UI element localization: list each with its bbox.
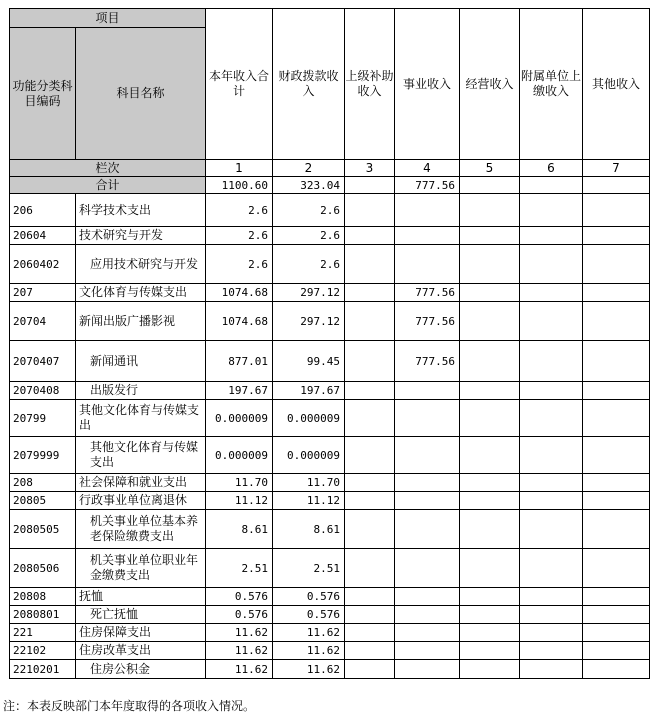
total-value: 323.04 xyxy=(273,177,345,194)
col-number: 4 xyxy=(395,160,460,177)
value-cell xyxy=(583,660,650,679)
col-number: 6 xyxy=(520,160,583,177)
func-code-cell: 2070408 xyxy=(10,382,76,400)
value-cell xyxy=(460,194,520,227)
value-cell xyxy=(460,549,520,588)
value-cell xyxy=(520,245,583,284)
subject-name-cell: 住房保障支出 xyxy=(76,624,206,642)
value-cell xyxy=(395,624,460,642)
value-cell xyxy=(583,341,650,382)
value-cell: 2.6 xyxy=(273,227,345,245)
col-header-operating: 经营收入 xyxy=(460,9,520,160)
value-cell xyxy=(583,245,650,284)
value-cell xyxy=(583,302,650,341)
value-cell: 11.62 xyxy=(206,642,273,660)
func-code-cell: 2080506 xyxy=(10,549,76,588)
value-cell xyxy=(345,302,395,341)
column-index-row xyxy=(10,160,650,177)
value-cell xyxy=(460,227,520,245)
value-cell: 197.67 xyxy=(206,382,273,400)
value-cell: 11.62 xyxy=(273,642,345,660)
value-cell xyxy=(395,549,460,588)
value-cell xyxy=(520,400,583,437)
value-cell xyxy=(395,660,460,679)
table-row xyxy=(10,549,650,588)
value-cell xyxy=(345,474,395,492)
value-cell xyxy=(395,606,460,624)
value-cell xyxy=(345,341,395,382)
value-cell: 11.62 xyxy=(206,660,273,679)
func-code-cell: 22102 xyxy=(10,642,76,660)
subject-name-cell: 机关事业单位职业年金缴费支出 xyxy=(76,549,206,588)
value-cell xyxy=(395,245,460,284)
func-code-cell: 2210201 xyxy=(10,660,76,679)
value-cell xyxy=(520,642,583,660)
value-cell xyxy=(345,245,395,284)
subject-name-cell: 出版发行 xyxy=(76,382,206,400)
subject-name-cell: 文化体育与传媒支出 xyxy=(76,284,206,302)
value-cell xyxy=(460,474,520,492)
value-cell: 0.576 xyxy=(206,588,273,606)
value-cell xyxy=(520,284,583,302)
value-cell: 1074.68 xyxy=(206,302,273,341)
value-cell xyxy=(345,227,395,245)
subject-name-cell: 行政事业单位离退休 xyxy=(76,492,206,510)
value-cell: 2.51 xyxy=(206,549,273,588)
func-code-cell: 2080505 xyxy=(10,510,76,549)
value-cell xyxy=(583,227,650,245)
table-row xyxy=(10,302,650,341)
subject-name-cell: 新闻出版广播影视 xyxy=(76,302,206,341)
value-cell xyxy=(460,400,520,437)
table-row xyxy=(10,194,650,227)
value-cell: 11.62 xyxy=(273,660,345,679)
value-cell xyxy=(583,284,650,302)
func-code-cell: 206 xyxy=(10,194,76,227)
value-cell xyxy=(460,437,520,474)
value-cell xyxy=(520,549,583,588)
subject-name-cell: 机关事业单位基本养老保险缴费支出 xyxy=(76,510,206,549)
func-code-cell: 221 xyxy=(10,624,76,642)
table-row xyxy=(10,660,650,679)
subject-name-cell: 住房公积金 xyxy=(76,660,206,679)
value-cell xyxy=(520,660,583,679)
value-cell xyxy=(520,437,583,474)
total-value: 1100.60 xyxy=(206,177,273,194)
value-cell xyxy=(520,492,583,510)
value-cell xyxy=(395,437,460,474)
value-cell: 0.000009 xyxy=(273,437,345,474)
value-cell xyxy=(345,437,395,474)
value-cell xyxy=(460,341,520,382)
value-cell xyxy=(345,624,395,642)
value-cell: 0.576 xyxy=(206,606,273,624)
col-number: 2 xyxy=(273,160,345,177)
value-cell xyxy=(460,492,520,510)
table-row xyxy=(10,437,650,474)
func-code-cell: 20799 xyxy=(10,400,76,437)
value-cell xyxy=(583,606,650,624)
value-cell xyxy=(345,606,395,624)
total-value xyxy=(583,177,650,194)
value-cell xyxy=(520,382,583,400)
subject-name-cell: 其他文化体育与传媒支出 xyxy=(76,437,206,474)
func-code-cell: 20808 xyxy=(10,588,76,606)
value-cell xyxy=(583,474,650,492)
value-cell xyxy=(345,549,395,588)
value-cell xyxy=(583,624,650,642)
project-header: 项目 xyxy=(10,9,206,28)
subject-name-cell: 应用技术研究与开发 xyxy=(76,245,206,284)
value-cell xyxy=(520,302,583,341)
value-cell xyxy=(583,382,650,400)
value-cell xyxy=(345,400,395,437)
value-cell xyxy=(520,510,583,549)
value-cell: 2.51 xyxy=(273,549,345,588)
total-row xyxy=(10,177,650,194)
table-row xyxy=(10,227,650,245)
table-row xyxy=(10,474,650,492)
value-cell: 11.62 xyxy=(273,624,345,642)
table-row xyxy=(10,284,650,302)
total-value xyxy=(460,177,520,194)
value-cell xyxy=(583,492,650,510)
table-row xyxy=(10,400,650,437)
value-cell xyxy=(460,660,520,679)
value-cell xyxy=(583,642,650,660)
subject-name-cell: 住房改革支出 xyxy=(76,642,206,660)
value-cell xyxy=(395,642,460,660)
value-cell: 8.61 xyxy=(273,510,345,549)
col-number: 5 xyxy=(460,160,520,177)
table-row xyxy=(10,492,650,510)
value-cell xyxy=(583,549,650,588)
value-cell xyxy=(345,382,395,400)
table-row xyxy=(10,382,650,400)
table-row xyxy=(10,624,650,642)
value-cell: 0.000009 xyxy=(206,400,273,437)
value-cell xyxy=(395,492,460,510)
value-cell: 777.56 xyxy=(395,341,460,382)
subject-name-cell: 社会保障和就业支出 xyxy=(76,474,206,492)
value-cell xyxy=(345,492,395,510)
value-cell xyxy=(520,194,583,227)
func-code-cell: 20805 xyxy=(10,492,76,510)
value-cell xyxy=(460,588,520,606)
value-cell xyxy=(345,588,395,606)
col-index-label: 栏次 xyxy=(10,160,206,177)
value-cell xyxy=(583,588,650,606)
col-header-fiscal: 财政拨款收入 xyxy=(273,9,345,160)
value-cell xyxy=(583,194,650,227)
value-cell xyxy=(345,510,395,549)
value-cell: 11.62 xyxy=(206,624,273,642)
table-row xyxy=(10,606,650,624)
value-cell: 11.12 xyxy=(273,492,345,510)
table-row xyxy=(10,341,650,382)
value-cell xyxy=(345,284,395,302)
table-row xyxy=(10,588,650,606)
subject-name-cell: 科学技术支出 xyxy=(76,194,206,227)
func-code-cell: 2079999 xyxy=(10,437,76,474)
value-cell: 11.12 xyxy=(206,492,273,510)
value-cell xyxy=(395,510,460,549)
value-cell: 8.61 xyxy=(206,510,273,549)
value-cell: 0.576 xyxy=(273,588,345,606)
value-cell xyxy=(460,624,520,642)
value-cell xyxy=(460,382,520,400)
value-cell xyxy=(345,194,395,227)
func-code-cell: 2070407 xyxy=(10,341,76,382)
value-cell xyxy=(460,642,520,660)
col-number: 1 xyxy=(206,160,273,177)
total-label: 合计 xyxy=(10,177,206,194)
value-cell xyxy=(583,400,650,437)
col-header-other: 其他收入 xyxy=(583,9,650,160)
value-cell xyxy=(345,642,395,660)
col-number: 7 xyxy=(583,160,650,177)
table-row xyxy=(10,245,650,284)
value-cell xyxy=(520,227,583,245)
value-cell: 297.12 xyxy=(273,302,345,341)
value-cell xyxy=(460,510,520,549)
func-code-cell: 20604 xyxy=(10,227,76,245)
value-cell: 0.576 xyxy=(273,606,345,624)
func-code-cell: 2080801 xyxy=(10,606,76,624)
value-cell: 2.6 xyxy=(206,227,273,245)
income-table xyxy=(9,8,650,679)
func-code-cell: 207 xyxy=(10,284,76,302)
value-cell xyxy=(583,437,650,474)
value-cell: 777.56 xyxy=(395,302,460,341)
subject-name-cell: 技术研究与开发 xyxy=(76,227,206,245)
footnote: 注：本表反映部门本年度取得的各项收入情况。 xyxy=(3,699,256,713)
table-row xyxy=(10,642,650,660)
table-row xyxy=(10,510,650,549)
value-cell xyxy=(345,660,395,679)
value-cell: 777.56 xyxy=(395,284,460,302)
value-cell: 11.70 xyxy=(206,474,273,492)
total-value: 777.56 xyxy=(395,177,460,194)
func-code-cell: 20704 xyxy=(10,302,76,341)
subject-name-cell: 新闻通讯 xyxy=(76,341,206,382)
value-cell xyxy=(460,245,520,284)
col-header-superior: 上级补助收入 xyxy=(345,9,395,160)
value-cell xyxy=(460,284,520,302)
value-cell xyxy=(395,588,460,606)
value-cell: 0.000009 xyxy=(206,437,273,474)
value-cell: 0.000009 xyxy=(273,400,345,437)
value-cell: 877.01 xyxy=(206,341,273,382)
value-cell xyxy=(460,606,520,624)
value-cell: 2.6 xyxy=(273,194,345,227)
value-cell xyxy=(395,227,460,245)
col-header-business: 事业收入 xyxy=(395,9,460,160)
value-cell: 99.45 xyxy=(273,341,345,382)
subject-name-cell: 抚恤 xyxy=(76,588,206,606)
value-cell xyxy=(583,510,650,549)
value-cell xyxy=(395,194,460,227)
subject-name-header: 科目名称 xyxy=(76,28,206,160)
value-cell: 2.6 xyxy=(206,194,273,227)
value-cell: 297.12 xyxy=(273,284,345,302)
value-cell xyxy=(520,588,583,606)
func-code-header: 功能分类科目编码 xyxy=(10,28,76,160)
value-cell xyxy=(460,302,520,341)
subject-name-cell: 死亡抚恤 xyxy=(76,606,206,624)
value-cell xyxy=(395,382,460,400)
value-cell xyxy=(520,624,583,642)
func-code-cell: 2060402 xyxy=(10,245,76,284)
value-cell: 11.70 xyxy=(273,474,345,492)
value-cell xyxy=(520,606,583,624)
value-cell xyxy=(520,474,583,492)
value-cell xyxy=(395,474,460,492)
func-code-cell: 208 xyxy=(10,474,76,492)
value-cell: 197.67 xyxy=(273,382,345,400)
total-value xyxy=(345,177,395,194)
col-number: 3 xyxy=(345,160,395,177)
value-cell: 2.6 xyxy=(206,245,273,284)
value-cell xyxy=(520,341,583,382)
value-cell: 2.6 xyxy=(273,245,345,284)
value-cell xyxy=(395,400,460,437)
subject-name-cell: 其他文化体育与传媒支出 xyxy=(76,400,206,437)
value-cell: 1074.68 xyxy=(206,284,273,302)
total-value xyxy=(520,177,583,194)
col-header-total: 本年收入合计 xyxy=(206,9,273,160)
col-header-affiliate: 附属单位上缴收入 xyxy=(520,9,583,160)
